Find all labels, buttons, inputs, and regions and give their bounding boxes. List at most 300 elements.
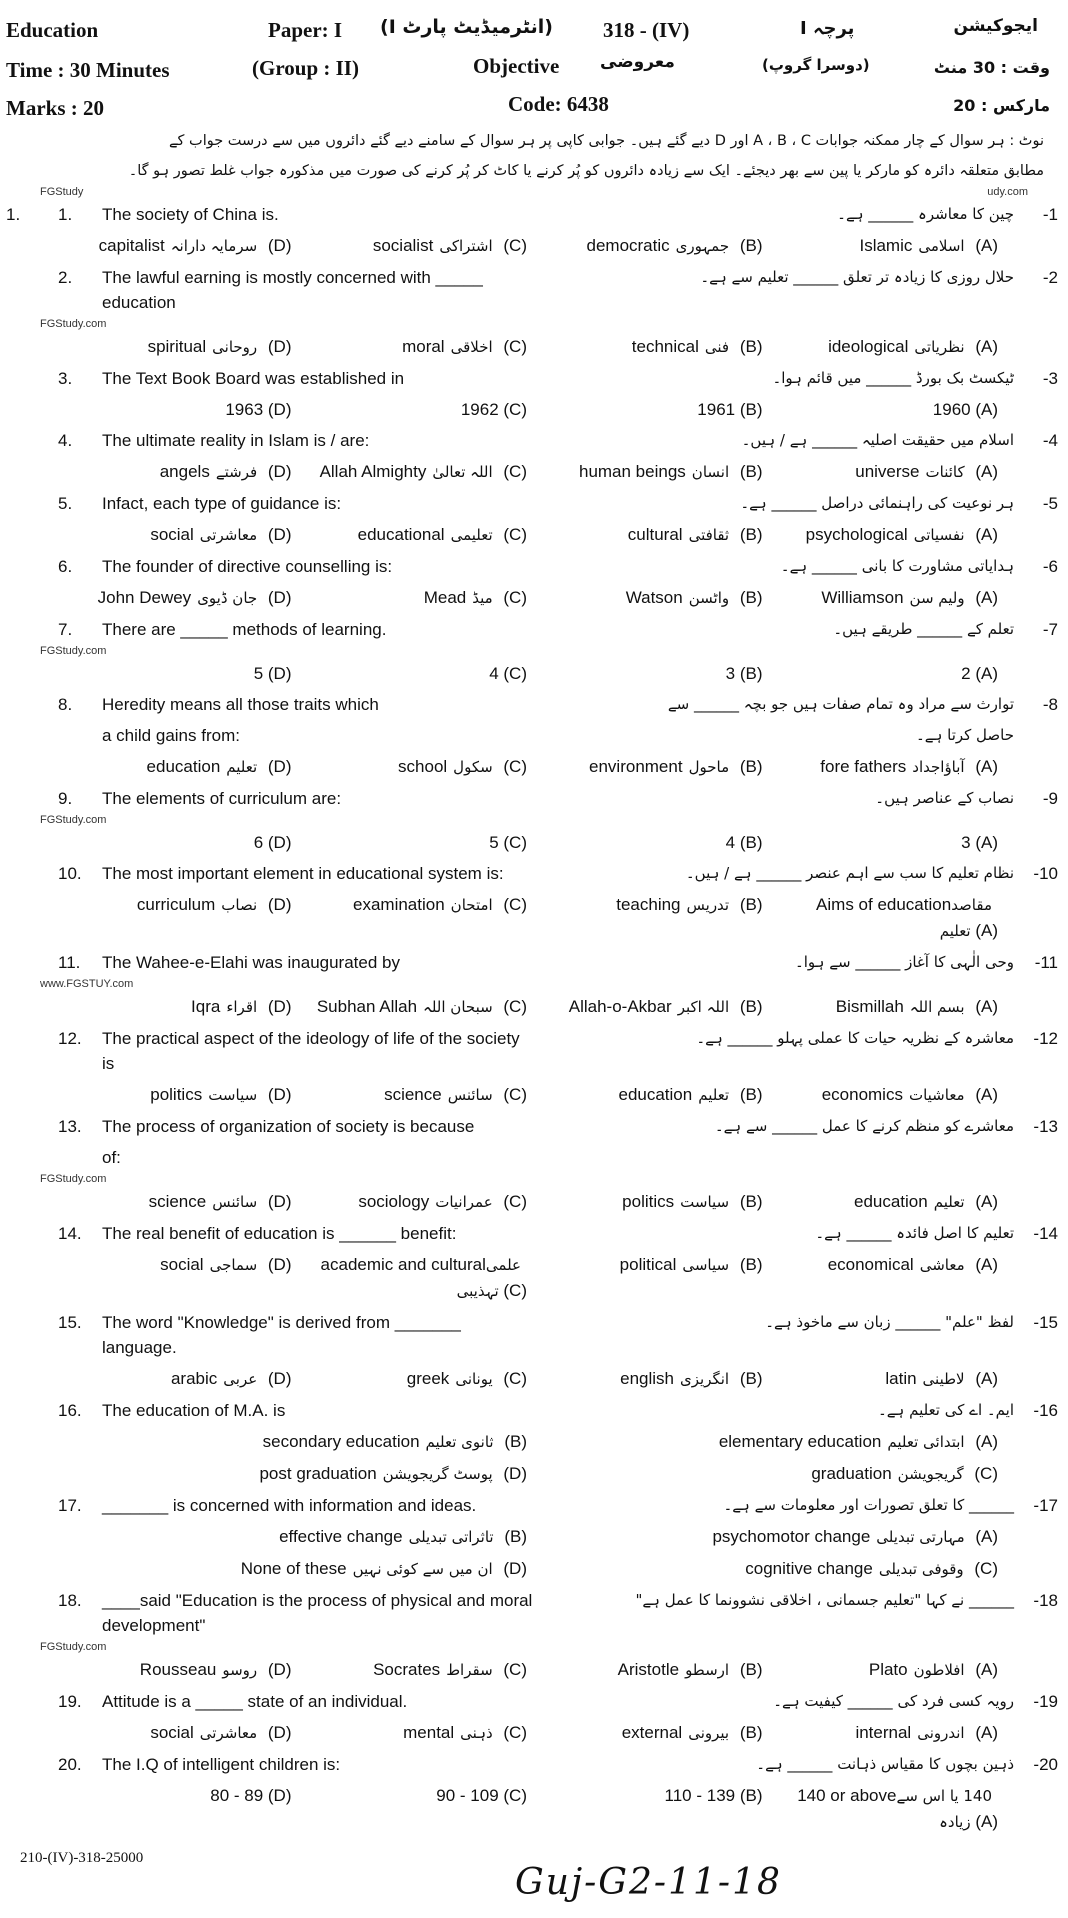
handwritten-signature: Guj-G2-11-18 — [515, 1862, 782, 1903]
option-d — [70, 994, 292, 1020]
option-text-urdu: ولیم سن — [909, 589, 965, 607]
options-row — [0, 230, 1068, 262]
option-letter: (D) — [263, 1255, 292, 1274]
option-text-urdu: مقاصد تعلیم — [939, 896, 992, 940]
option-text: 1963 — [225, 400, 264, 419]
question-text-urdu: توارث سے مراد وہ تمام صفات ہیں جو بچہ ______ سے — [667, 695, 1014, 713]
option-letter: (A) — [970, 462, 998, 481]
option-text: Watson — [625, 588, 683, 607]
question-text-urdu: چین کا معاشرہ ______ ہے۔ — [837, 205, 1014, 223]
question-number: 2. — [58, 268, 73, 287]
option-a — [777, 1189, 999, 1215]
option-c — [306, 1657, 528, 1683]
question-6 — [0, 551, 1068, 582]
option-c — [306, 1366, 528, 1392]
option-letter: (B) — [735, 236, 763, 255]
option-letter: (C) — [498, 1085, 527, 1104]
option-letter: (D) — [263, 664, 292, 683]
option-d — [70, 1556, 527, 1582]
marks: Marks : 20 — [6, 96, 104, 120]
question-15 — [0, 1307, 1068, 1363]
options-row — [0, 658, 1068, 689]
options-row — [0, 1458, 1068, 1490]
option-text-urdu: سکول — [453, 758, 493, 776]
option-a — [777, 1252, 999, 1304]
question-number-urdu: -12 — [1033, 1029, 1058, 1048]
subject: Education — [6, 18, 99, 42]
option-d — [70, 661, 292, 686]
options-row — [0, 1363, 1068, 1395]
option-b — [541, 397, 763, 422]
question-text-urdu: ______ کا تعلق تصورات اور معلومات سے ہے۔ — [723, 1496, 1014, 1514]
option-text-urdu: سیاست — [680, 1193, 730, 1211]
options-row — [0, 1717, 1068, 1749]
question-8 — [0, 689, 1068, 720]
option-b — [70, 1524, 527, 1550]
question-number: 5. — [58, 494, 73, 513]
option-a — [777, 334, 999, 360]
option-text-urdu: امتحان — [450, 896, 493, 914]
question-text: The founder of directive counselling is: — [102, 557, 393, 576]
question-text: a child gains from: — [102, 726, 240, 745]
option-text: social — [160, 1255, 204, 1274]
option-text: Iqra — [191, 997, 221, 1016]
option-d — [70, 1189, 292, 1215]
option-text: Rousseau — [139, 1660, 217, 1679]
option-letter: (C) — [498, 833, 527, 852]
option-text-urdu: ابتدائی تعلیم — [887, 1433, 965, 1451]
option-letter: (D) — [263, 1660, 292, 1679]
option-text-urdu: میڈ — [472, 589, 493, 607]
option-d — [70, 1783, 292, 1835]
option-text-urdu: تعلیم — [698, 1086, 730, 1104]
option-text-urdu: معاشی — [919, 1256, 965, 1274]
option-text: internal — [855, 1723, 912, 1742]
option-text: political — [619, 1255, 677, 1274]
question-text-urdu: وحی الٰہی کا آغاز ______ سے ہوا۔ — [794, 953, 1014, 971]
option-b — [541, 459, 763, 485]
question-9 — [0, 783, 1068, 814]
question-text-urdu: نظام تعلیم کا سب سے اہم عنصر ______ ہے / ہیں۔ — [685, 864, 1014, 882]
question-number: 4. — [58, 431, 73, 450]
option-text: 2 — [961, 664, 971, 683]
option-text: environment — [589, 757, 683, 776]
question-number: 10. — [58, 864, 82, 883]
question-number-urdu: -1 — [1042, 205, 1058, 224]
option-letter: (A) — [970, 1723, 998, 1742]
option-letter: (D) — [498, 1464, 527, 1483]
option-letter: (C) — [498, 337, 527, 356]
question-number: 12. — [58, 1029, 82, 1048]
option-letter: (B) — [735, 588, 763, 607]
option-letter: (A) — [970, 236, 998, 255]
option-text: John Dewey — [97, 588, 192, 607]
question-number-urdu: -16 — [1033, 1401, 1058, 1420]
options-row — [0, 889, 1068, 947]
option-letter: (C) — [498, 1723, 527, 1742]
option-text-urdu: تعلیم — [933, 1193, 965, 1211]
option-text: examination — [353, 895, 445, 914]
option-text-urdu: روحانی — [212, 338, 258, 356]
question-4 — [0, 425, 1068, 456]
option-text-urdu: اللہ تعالیٰ — [432, 463, 493, 481]
option-d — [70, 334, 292, 360]
question-text: Attitude is a _____ state of an individual. — [102, 1692, 408, 1711]
option-a — [777, 830, 999, 855]
option-b — [541, 830, 763, 855]
option-text: latin — [885, 1369, 917, 1388]
option-letter: (C) — [498, 997, 527, 1016]
options-row — [0, 1521, 1068, 1553]
time: Time : 30 Minutes — [6, 58, 170, 82]
options-row — [0, 394, 1068, 425]
option-c — [306, 830, 528, 855]
option-text-urdu: سائنس — [212, 1193, 258, 1211]
question-text: The real benefit of education is ______ benefit: — [102, 1224, 457, 1243]
question-20 — [0, 1749, 1068, 1780]
note-line-1: نوٹ : ہر سوال کے چار ممکنہ جوابات A ، B ، C اور D دیے گئے ہیں۔ جوابی کاپی پر ہر سوال کے سامنے دیے گئے دائروں میں سے درست جواب کے — [169, 133, 1044, 149]
option-letter: (D) — [263, 588, 292, 607]
question-text: The lawful earning is mostly concerned with _____ education — [102, 268, 483, 312]
option-text-urdu: ثانوی تعلیم — [425, 1433, 494, 1451]
option-letter: (C) — [969, 1559, 998, 1578]
option-letter: (C) — [498, 1369, 527, 1388]
question-number-urdu: -4 — [1042, 431, 1058, 450]
option-text-urdu: مہارتی تبدیلی — [876, 1528, 965, 1546]
option-text: politics — [150, 1085, 203, 1104]
option-letter: (C) — [498, 1660, 527, 1679]
paper-urdu: پرچہ I — [800, 18, 855, 39]
option-letter: (A) — [970, 921, 998, 940]
options-row — [0, 991, 1068, 1023]
option-text: teaching — [616, 895, 681, 914]
option-text: fore fathers — [820, 757, 907, 776]
option-letter: (A) — [970, 1255, 998, 1274]
options-row — [0, 1654, 1068, 1686]
option-text: Islamic — [859, 236, 913, 255]
group-urdu: (دوسرا گروپ) — [762, 56, 870, 74]
option-text-urdu: ذہنی — [460, 1724, 493, 1742]
question-text: The most important element in educational system is: — [102, 864, 504, 883]
option-letter: (C) — [498, 400, 527, 419]
watermark: FGStudy — [40, 186, 84, 198]
option-letter: (C) — [498, 462, 527, 481]
option-text: greek — [406, 1369, 450, 1388]
option-b — [541, 1657, 763, 1683]
option-b — [541, 1189, 763, 1215]
option-c — [306, 1252, 528, 1304]
option-letter: (A) — [970, 1660, 998, 1679]
option-text-urdu: اندرونی — [917, 1724, 965, 1742]
question-text: The process of organization of society is because — [102, 1117, 475, 1136]
option-d — [70, 1366, 292, 1392]
option-text: angels — [159, 462, 210, 481]
option-a — [541, 1524, 998, 1550]
option-b — [541, 1082, 763, 1108]
question-text-urdu: تعلم کے ______ طریقے ہیں۔ — [833, 620, 1014, 638]
subject-urdu: ایجوکیشن — [953, 16, 1038, 36]
option-text-urdu: روسو — [222, 1661, 258, 1679]
option-a — [777, 754, 999, 780]
option-text-urdu: جمہوری — [675, 237, 730, 255]
option-d — [70, 830, 292, 855]
option-letter: (B) — [735, 833, 763, 852]
option-text-urdu: تاثراتی تبدیلی — [408, 1528, 494, 1546]
option-b — [541, 1252, 763, 1304]
option-text: 1962 — [460, 400, 499, 419]
option-text-urdu: یونانی — [455, 1370, 493, 1388]
option-text: external — [621, 1723, 683, 1742]
option-text-urdu: کائنات — [925, 463, 965, 481]
option-letter: (A) — [970, 588, 998, 607]
option-letter: (D) — [263, 1723, 292, 1742]
option-letter: (D) — [263, 833, 292, 852]
question-text-urdu: ٹیکسٹ بک بورڈ ______ میں قائم ہوا۔ — [772, 369, 1014, 387]
note-line-2: مطابق متعلقہ دائرہ کو مارکر یا پین سے بھر دیجئے۔ ایک سے زیادہ دائروں کو پُر کرنے یا کاٹ کر پُر کرنے کی صورت میں مذکورہ جواب غلط تصور ہو گا۔ — [128, 163, 1044, 179]
option-letter: (B) — [735, 1085, 763, 1104]
option-b — [541, 1783, 763, 1835]
question-number: 17. — [58, 1496, 82, 1515]
option-c — [306, 754, 528, 780]
option-d — [70, 585, 292, 611]
option-letter: (B) — [735, 895, 763, 914]
question-number: 8. — [58, 695, 73, 714]
option-text: education — [146, 757, 221, 776]
question-3 — [0, 363, 1068, 394]
question-number-urdu: -2 — [1042, 268, 1058, 287]
option-text: Plato — [868, 1660, 908, 1679]
option-letter: (B) — [735, 462, 763, 481]
option-d — [70, 1461, 527, 1487]
options-row — [0, 582, 1068, 614]
option-text-urdu: ارسطو — [685, 1661, 730, 1679]
group: (Group : II) — [252, 56, 359, 80]
option-text-urdu: معاشرتی — [199, 1724, 258, 1742]
option-letter: (A) — [970, 1812, 998, 1831]
option-letter: (C) — [498, 236, 527, 255]
option-text: moral — [402, 337, 445, 356]
option-d — [70, 459, 292, 485]
option-b — [541, 994, 763, 1020]
question-number: 14. — [58, 1224, 82, 1243]
question-16 — [0, 1395, 1068, 1426]
option-text-urdu: انگریزی — [680, 1370, 730, 1388]
option-text: school — [398, 757, 448, 776]
question-text: The society of China is. — [102, 205, 279, 224]
question-text: The education of M.A. is — [102, 1401, 286, 1420]
option-text: economics — [821, 1085, 903, 1104]
question-13-cont — [0, 1142, 1068, 1173]
question-number: 15. — [58, 1313, 82, 1332]
option-letter: (A) — [970, 664, 998, 683]
option-text: graduation — [811, 1464, 892, 1483]
option-text: capitalist — [98, 236, 165, 255]
option-letter: (D) — [263, 462, 292, 481]
option-d — [70, 1252, 292, 1304]
option-letter: (D) — [263, 895, 292, 914]
question-text-urdu: ہدایاتی مشاورت کا بانی ______ ہے۔ — [780, 557, 1014, 575]
question-number-urdu: -3 — [1042, 369, 1058, 388]
option-text: Williamson — [821, 588, 904, 607]
question-text: The I.Q of intelligent children is: — [102, 1755, 341, 1774]
question-text-urdu: تعلیم کا اصل فائدہ ______ ہے۔ — [815, 1224, 1014, 1242]
question-text-urdu: حاصل کرتا ہے۔ — [915, 726, 1014, 744]
option-text-urdu: سیاسی — [682, 1256, 730, 1274]
option-text-urdu: تدریس — [686, 896, 730, 914]
option-text-urdu: فنی — [704, 338, 730, 356]
option-b — [541, 233, 763, 259]
option-letter: (B) — [735, 525, 763, 544]
option-letter: (D) — [263, 757, 292, 776]
option-letter: (C) — [498, 664, 527, 683]
option-text-urdu: اقراء — [226, 998, 258, 1016]
option-letter: (D) — [263, 997, 292, 1016]
option-text: english — [620, 1369, 674, 1388]
question-number: 13. — [58, 1117, 82, 1136]
option-text: 5 — [489, 833, 499, 852]
option-text: 140 or above — [797, 1786, 897, 1805]
time-urdu: وقت : 30 منٹ — [933, 58, 1050, 77]
option-c — [306, 585, 528, 611]
question-number: 1. — [58, 205, 73, 224]
option-text: 90 - 109 — [436, 1786, 499, 1805]
option-c — [306, 1189, 528, 1215]
option-text-urdu: سرمایہ دارانہ — [170, 237, 258, 255]
option-letter: (D) — [263, 1085, 292, 1104]
question-19 — [0, 1686, 1068, 1717]
option-b — [541, 754, 763, 780]
option-letter: (B) — [735, 757, 763, 776]
question-text: ____said "Education is the process of physical and moral development" — [102, 1591, 533, 1635]
option-c — [306, 522, 528, 548]
option-a — [777, 233, 999, 259]
option-b — [541, 1366, 763, 1392]
option-letter: (A) — [970, 1085, 998, 1104]
option-text-urdu: سبحان اللہ — [423, 998, 493, 1016]
watermark-row — [0, 186, 1068, 199]
option-text-urdu: جان ڈیوی — [197, 589, 258, 607]
option-letter: (B) — [735, 1660, 763, 1679]
option-text-urdu: عمرانیات — [435, 1193, 493, 1211]
option-text: social — [150, 1723, 194, 1742]
option-text: Bismillah — [835, 997, 904, 1016]
option-text: Allah Almighty — [319, 462, 427, 481]
question-number-urdu: -19 — [1033, 1692, 1058, 1711]
option-text: social — [150, 525, 194, 544]
option-c — [306, 459, 528, 485]
option-text: elementary education — [718, 1432, 882, 1451]
option-text: sociology — [358, 1192, 430, 1211]
option-c — [306, 1082, 528, 1108]
option-letter: (B) — [735, 1723, 763, 1742]
option-letter: (B) — [735, 664, 763, 683]
question-number-urdu: -11 — [1034, 953, 1058, 972]
option-text-urdu: اللہ اکبر — [677, 998, 730, 1016]
question-list — [0, 199, 1068, 1838]
option-text: 4 — [489, 664, 499, 683]
option-text: 6 — [253, 833, 264, 852]
question-number-urdu: -14 — [1033, 1224, 1058, 1243]
code: Code: 6438 — [508, 92, 609, 116]
question-text-urdu: معاشرہ کے نظریہ حیات کا عملی پہلو ______ ہے۔ — [696, 1029, 1014, 1047]
question-number-urdu: -15 — [1033, 1313, 1058, 1332]
watermark: FGStudy.com — [40, 1173, 107, 1185]
option-text-urdu: انسان — [691, 463, 730, 481]
option-letter: (A) — [970, 400, 998, 419]
question-number: 9. — [58, 789, 73, 808]
option-letter: (B) — [735, 337, 763, 356]
option-c — [306, 397, 528, 422]
option-b — [541, 892, 763, 944]
question-12 — [0, 1023, 1068, 1079]
option-c — [541, 1556, 998, 1582]
option-letter: (C) — [498, 1786, 527, 1805]
option-letter: (A) — [970, 757, 998, 776]
option-letter: (B) — [735, 997, 763, 1016]
option-letter: (D) — [263, 1786, 292, 1805]
option-a — [777, 892, 999, 944]
question-number: 19. — [58, 1692, 82, 1711]
question-number-urdu: -13 — [1033, 1117, 1058, 1136]
question-11 — [0, 947, 1068, 978]
question-text: The Text Book Board was established in — [102, 369, 405, 388]
question-number: 18. — [58, 1591, 82, 1610]
option-text: post graduation — [259, 1464, 377, 1483]
option-text: mental — [403, 1723, 455, 1742]
option-letter: (C) — [498, 1281, 527, 1300]
option-text-urdu: اخلاقی — [450, 338, 493, 356]
option-text-urdu: معاشیات — [908, 1086, 965, 1104]
options-row — [0, 1553, 1068, 1585]
option-letter: (B) — [499, 1432, 527, 1451]
option-letter: (C) — [498, 757, 527, 776]
options-row — [0, 751, 1068, 783]
option-c — [306, 892, 528, 944]
option-text-urdu: ان میں سے کوئی نہیں — [352, 1560, 493, 1578]
option-text: universe — [855, 462, 920, 481]
option-text: cultural — [627, 525, 683, 544]
watermark-row — [0, 814, 1068, 827]
option-letter: (B) — [735, 1255, 763, 1274]
option-text-urdu: اشتراکی — [439, 237, 493, 255]
option-text: 3 — [961, 833, 971, 852]
option-text: ideological — [828, 337, 909, 356]
option-letter: (B) — [735, 1786, 763, 1805]
option-text: psychological — [805, 525, 908, 544]
option-c — [306, 1720, 528, 1746]
code-series: 318 - (IV) — [603, 18, 690, 42]
option-letter: (D) — [263, 337, 292, 356]
options-row — [0, 827, 1068, 858]
option-letter: (C) — [498, 588, 527, 607]
question-number: 16. — [58, 1401, 82, 1420]
option-letter: (A) — [970, 525, 998, 544]
question-number: 7. — [58, 620, 73, 639]
option-d — [70, 754, 292, 780]
question-number: 20. — [58, 1755, 82, 1774]
option-text-urdu: واٹسن — [688, 589, 730, 607]
option-d — [70, 397, 292, 422]
exam-body — [0, 126, 1068, 1918]
option-letter: (C) — [498, 1192, 527, 1211]
options-row — [0, 1426, 1068, 1458]
question-text-urdu: ______ نے کہا "تعلیم جسمانی ، اخلاقی نشوونما کا عمل ہے" — [635, 1591, 1014, 1609]
options-row — [0, 1186, 1068, 1218]
option-text: Subhan Allah — [316, 997, 418, 1016]
option-c — [306, 334, 528, 360]
option-text: 4 — [725, 833, 736, 852]
option-a — [777, 1720, 999, 1746]
